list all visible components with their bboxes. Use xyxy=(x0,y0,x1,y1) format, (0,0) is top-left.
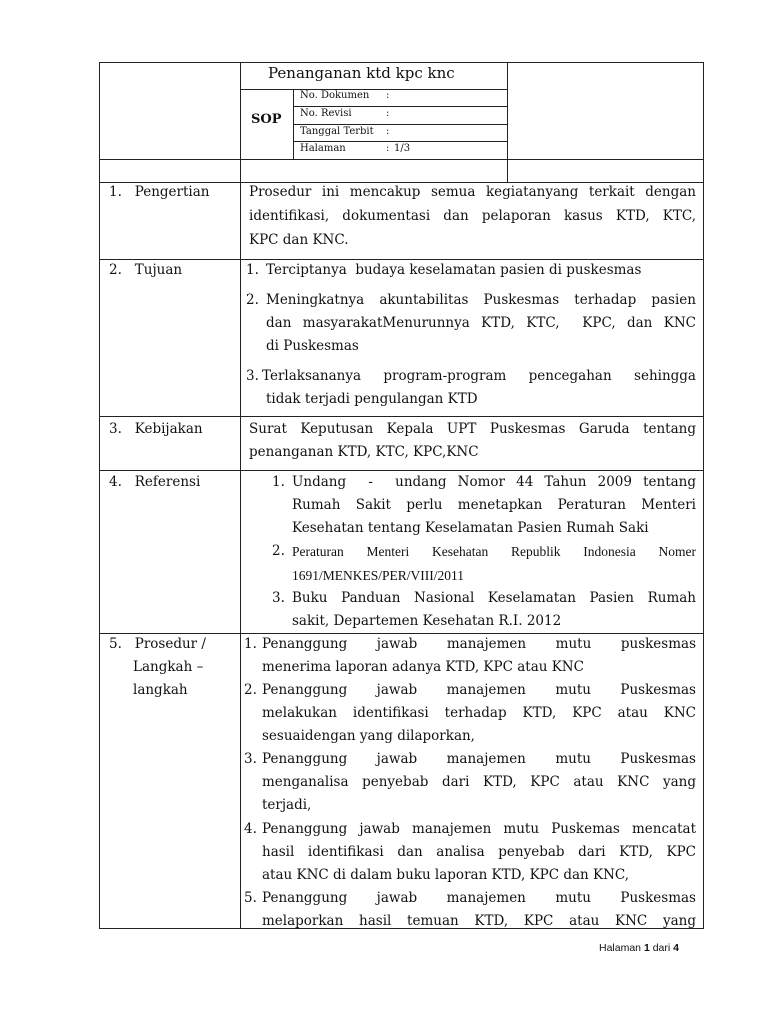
section-label-referensi: 4. Referensi xyxy=(109,474,201,490)
list-number: 4. xyxy=(244,821,257,837)
referensi-item-line: 1691/MENKES/PER/VIII/2011 xyxy=(292,568,464,583)
tujuan-item-line: tidak terjadi pengulangan KTD xyxy=(266,391,478,407)
list-number: 5. xyxy=(244,890,257,906)
sop-label: SOP xyxy=(251,112,282,127)
referensi-item-line: sakit, Departemen Kesehatan R.I. 2012 xyxy=(292,613,562,629)
header-right-divider xyxy=(507,62,508,182)
list-number: 1. xyxy=(244,636,257,652)
meta-sep: : xyxy=(386,126,390,137)
prosedur-item-line: Penanggung jawab manajemen mutu puskesmas xyxy=(262,636,696,652)
header-bottom-line xyxy=(99,159,704,160)
footer-prefix: Halaman xyxy=(599,942,642,954)
col-divider xyxy=(240,62,241,929)
list-number: 3. xyxy=(272,590,285,606)
tujuan-item-line: Terlaksananya program-program pencegahan sehingga xyxy=(262,368,696,384)
list-number: 2. xyxy=(272,543,285,559)
footer-current-page: 1 xyxy=(643,942,650,954)
prosedur-item-line: Penanggung jawab manajemen mutu Puskesmas xyxy=(262,890,696,906)
title-divider xyxy=(240,89,507,90)
meta-label: No. Dokumen xyxy=(300,90,370,101)
referensi-item-line: Buku Panduan Nasional Keselamatan Pasien Rumah xyxy=(292,590,696,606)
tujuan-item-line: dan masyarakatMenurunnya KTD, KTC, KPC, dan KNC xyxy=(266,315,696,331)
pengertian-line: KPC dan KNC. xyxy=(249,232,349,248)
meta-label: Tanggal Terbit xyxy=(300,126,374,137)
list-number: 1. xyxy=(246,262,259,278)
meta-label: No. Revisi xyxy=(300,108,352,119)
prosedur-item-line: terjadi, xyxy=(262,797,312,813)
list-number: 1. xyxy=(272,474,285,490)
footer-middle: dari xyxy=(652,942,671,954)
prosedur-item-line: sesuaidengan yang dilaporkan, xyxy=(262,728,475,744)
referensi-item-line: Rumah Sakit perlu menetapkan Peraturan Menteri xyxy=(292,497,696,513)
prosedur-item-line: hasil identifikasi dan analisa penyebab dari KTD, KPC xyxy=(262,844,696,860)
section-label-kebijakan: 3. Kebijakan xyxy=(109,421,203,437)
list-number: 3. xyxy=(246,368,259,384)
referensi-item-line: Undang - undang Nomor 44 Tahun 2009 tentang xyxy=(292,474,696,490)
kebijakan-line: Surat Keputusan Kepala UPT Puskesmas Garuda tentang xyxy=(249,421,696,437)
document-title: Penanganan ktd kpc knc xyxy=(268,64,455,82)
meta-value: 1/3 xyxy=(394,143,411,154)
pengertian-line: Prosedur ini mencakup semua kegiatanyang terkait dengan xyxy=(249,184,696,200)
page-footer xyxy=(599,942,679,954)
list-number: 2. xyxy=(246,292,259,308)
pengertian-line: identifikasi, dokumentasi dan pelaporan kasus KTD, KTC, xyxy=(249,208,696,224)
footer-total-pages: 4 xyxy=(673,942,679,954)
prosedur-item-line: Penanggung jawab manajemen mutu Puskesmas xyxy=(262,751,696,767)
section-label-prosedur: Langkah – xyxy=(133,659,204,675)
prosedur-item-line: menganalisa penyebab dari KTD, KPC atau KNC yang xyxy=(262,774,696,790)
list-number: 2. xyxy=(244,682,257,698)
kebijakan-line: penanganan KTD, KTC, KPC,KNC xyxy=(249,444,479,460)
section-label-pengertian: 1. Pengertian xyxy=(109,184,210,200)
list-number: 3. xyxy=(244,751,257,767)
section-label-prosedur: 5. Prosedur / xyxy=(109,636,206,652)
meta-sep: : xyxy=(386,143,390,154)
meta-sep: : xyxy=(386,108,390,119)
prosedur-item-line: Penanggung jawab manajemen mutu Puskesmas xyxy=(262,682,696,698)
prosedur-item-line: melakukan identifikasi terhadap KTD, KPC atau KNC xyxy=(262,705,696,721)
meta-sep: : xyxy=(386,90,390,101)
meta-label: Halaman xyxy=(300,143,346,154)
section-divider xyxy=(99,416,704,417)
referensi-item-line: Peraturan Menteri Kesehatan Republik Indonesia Nomer xyxy=(292,544,696,559)
section-label-tujuan: 2. Tujuan xyxy=(109,262,183,278)
prosedur-item-line: melaporkan hasil temuan KTD, KPC atau KNC yang xyxy=(262,913,696,929)
tujuan-item-line: di Puskesmas xyxy=(266,338,359,354)
section-label-prosedur: langkah xyxy=(133,682,188,698)
prosedur-item-line: atau KNC di dalam buku laporan KTD, KPC dan KNC, xyxy=(262,867,630,883)
prosedur-item-line: Penanggung jawab manajemen mutu Puskemas mencatat xyxy=(262,821,696,837)
prosedur-item-line: menerima laporan adanya KTD, KPC atau KNC xyxy=(262,659,584,675)
referensi-item-line: Kesehatan tentang Keselamatan Pasien Rumah Saki xyxy=(292,520,649,536)
tujuan-item-line: Meningkatnya akuntabilitas Puskesmas terhadap pasien xyxy=(266,292,696,308)
tujuan-item-line: Terciptanya budaya keselamatan pasien di puskesmas xyxy=(266,262,642,278)
